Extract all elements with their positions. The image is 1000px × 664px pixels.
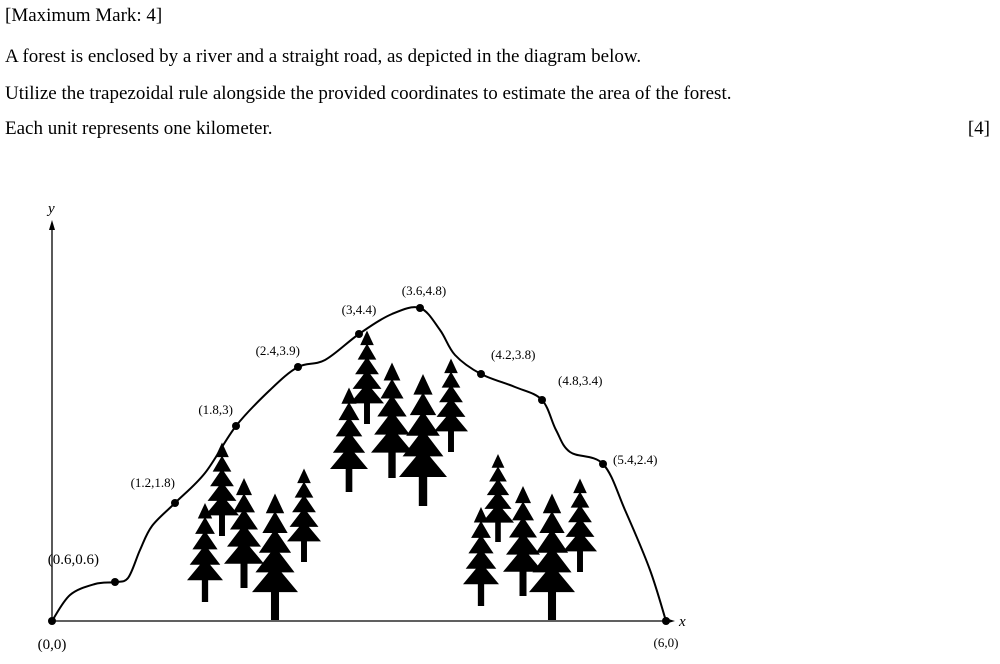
point-label: (1.8,3) <box>198 402 233 417</box>
point-label: (6,0) <box>653 635 679 650</box>
tree-icon <box>371 363 413 479</box>
point-label: (0,0) <box>37 637 67 653</box>
point-label: (4.2,3.8) <box>491 347 536 362</box>
point-label: (0.6,0.6) <box>47 552 99 568</box>
question-text-line-2: Utilize the trapezoidal rule alongside the provided coordinates to estimate the area of the forest. <box>5 83 732 104</box>
x-axis-label: x <box>679 614 686 630</box>
tree-icon <box>187 503 223 602</box>
forest-diagram <box>0 190 1000 664</box>
question-text-line-3: Each unit represents one kilometer. <box>5 118 273 139</box>
point-marker <box>48 617 56 625</box>
point-marker <box>171 499 179 507</box>
point-marker <box>416 304 424 312</box>
forest-trees <box>187 331 597 621</box>
tree-icon <box>563 479 597 573</box>
point-label: (1.2,1.8) <box>130 475 175 490</box>
tree-icon <box>350 331 384 425</box>
tree-icon <box>287 469 321 563</box>
question-text-line-1: A forest is enclosed by a river and a straight road, as depicted in the diagram below. <box>5 46 642 67</box>
point-label: (2.4,3.9) <box>255 343 300 358</box>
y-axis-arrow <box>49 220 55 230</box>
question-header: [Maximum Mark: 4] <box>5 5 163 26</box>
tree-icon <box>503 486 543 596</box>
tree-icon <box>529 494 575 621</box>
tree-icon <box>205 443 239 537</box>
marks-indicator: [4] <box>967 118 990 139</box>
tree-icon <box>434 359 468 453</box>
point-label: (4.8,3.4) <box>558 373 603 388</box>
point-marker <box>599 460 607 468</box>
tree-icon <box>252 494 298 621</box>
tree-icon <box>399 374 447 506</box>
point-marker <box>355 330 363 338</box>
point-marker <box>538 396 546 404</box>
point-marker <box>111 578 119 586</box>
point-label: (5.4,2.4) <box>613 452 658 467</box>
point-marker <box>294 363 302 371</box>
point-label: (3,4.4) <box>341 302 377 317</box>
point-marker <box>477 370 485 378</box>
tree-icon <box>482 454 514 542</box>
point-marker <box>232 422 240 430</box>
point-marker <box>662 617 670 625</box>
point-label: (3.6,4.8) <box>401 283 447 298</box>
y-axis-label: y <box>48 201 55 217</box>
